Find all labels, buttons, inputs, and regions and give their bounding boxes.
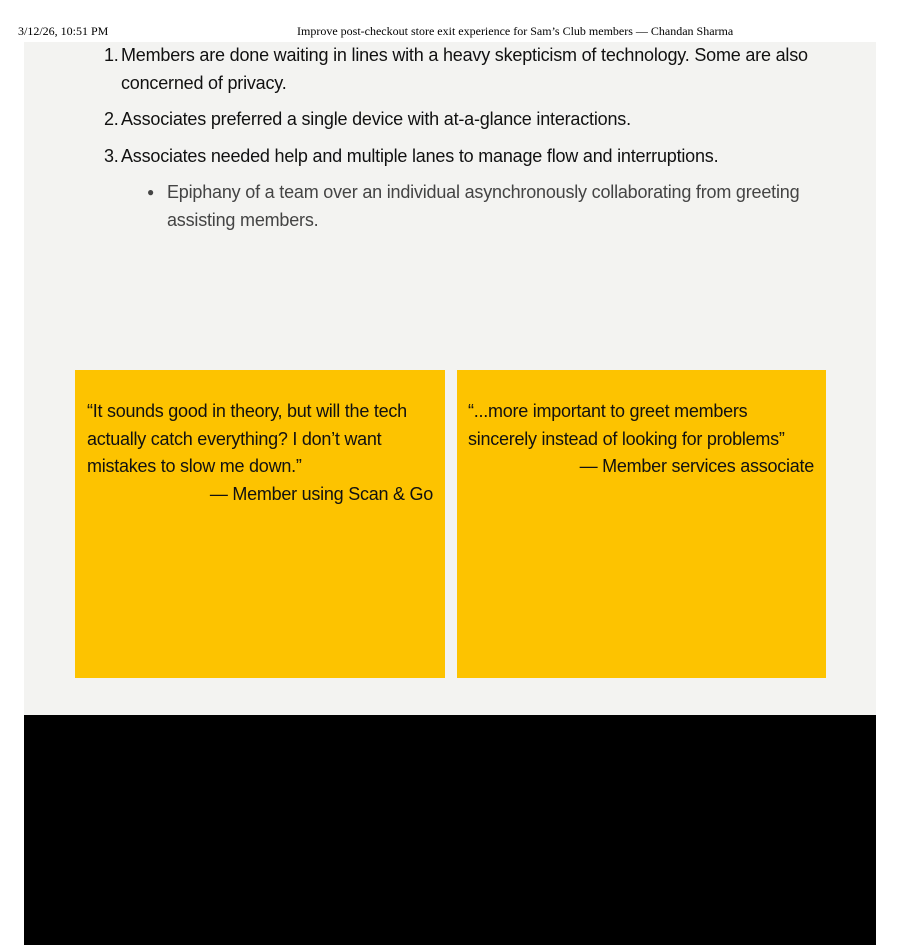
print-page-title: Improve post-checkout store exit experience for Sam’s Club members — Chandan Sharma: [297, 24, 734, 38]
quote-text: “It sounds good in theory, but will the tech actually catch everything? I don’t want mistakes to slow me down.”: [87, 401, 407, 476]
finding-number: 2.: [104, 109, 119, 129]
finding-number: 3.: [104, 145, 119, 166]
finding-sub-item: [121, 179, 824, 234]
findings-section: [24, 42, 876, 715]
quote-card-member: [75, 370, 445, 678]
print-header: [0, 22, 900, 40]
finding-text: Associates preferred a single device with at-a-glance interactions.: [121, 109, 631, 129]
finding-number: 1.: [104, 45, 119, 65]
finding-item: [104, 143, 824, 235]
finding-item: [104, 106, 824, 134]
print-date: 3/12/26, 10:51 PM: [18, 24, 109, 38]
quote-card-associate: [457, 370, 826, 678]
finding-item: [104, 42, 824, 97]
findings-list: [104, 42, 824, 243]
quote-attribution: — Member services associate: [579, 456, 814, 476]
finding-text: Associates needed help and multiple lanes to manage flow and interruptions.: [121, 145, 719, 166]
dark-media-panel: [24, 715, 876, 945]
quote-attribution: — Member using Scan & Go: [209, 483, 433, 504]
bullet-icon: ●: [147, 185, 155, 199]
quote-text: “...more important to greet members sincerely instead of looking for problems”: [468, 401, 785, 449]
finding-text: Members are done waiting in lines with a heavy skepticism of technology. Some are also concerned of privacy.: [121, 45, 808, 93]
sub-item-text: Epiphany of a team over an individual asynchronously collaborating from greeting assisting members.: [167, 182, 800, 230]
finding-sub-list: [121, 179, 824, 234]
